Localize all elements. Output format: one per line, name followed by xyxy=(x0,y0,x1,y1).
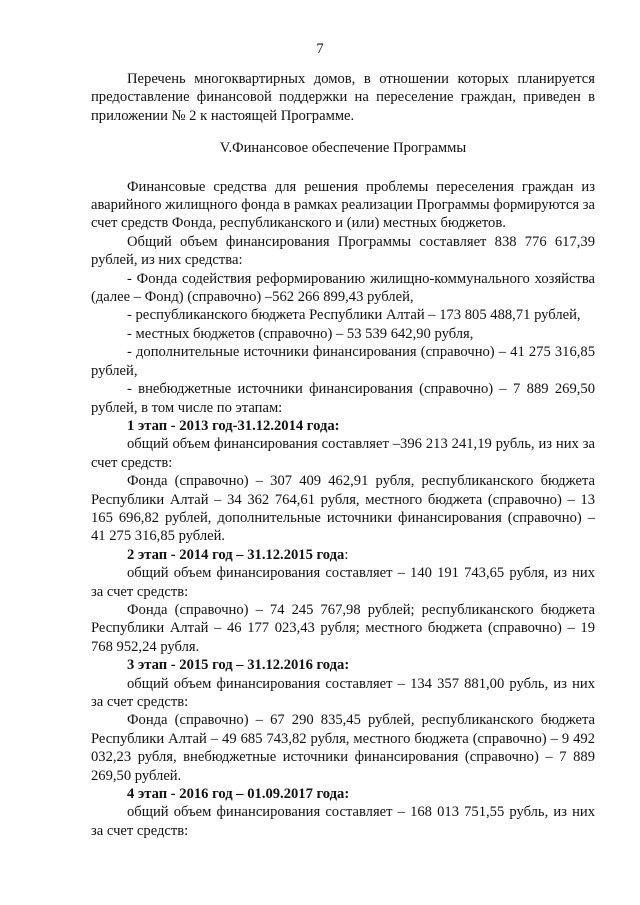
stage-3-total: общий объем финансирования составляет – 134 357 881,00 рубль, из них за счет средств: xyxy=(91,675,595,710)
stage-4-title: 4 этап - 2016 год – 01.09.2017 года: xyxy=(127,786,350,803)
intro-paragraph: Перечень многоквартирных домов, в отношении которых планируется предоставление финансовой поддержки на переселение граждан, приведен в приложении № 2 к настоящей Программе. xyxy=(91,71,595,124)
stage-2-heading xyxy=(91,546,595,564)
stage-2-total: общий объем финансирования составляет – 140 191 743,65 рубля, из них за счет средств: xyxy=(91,565,595,600)
republic-budget-item: - республиканского бюджета Республики Алтай – 173 805 488,71 рублей, xyxy=(127,307,581,324)
local-budget-item: - местных бюджетов (справочно) – 53 539 642,90 рубля, xyxy=(127,325,474,342)
offbudget-sources-item: - внебюджетные источники финансирования (справочно) – 7 889 269,50 рублей, в том числе по этапам: xyxy=(91,381,595,416)
stage-3-title: 3 этап - 2015 год – 31.12.2016 года: xyxy=(127,657,350,674)
additional-sources-item: - дополнительные источники финансирования (справочно) – 41 275 316,85 рублей, xyxy=(91,344,595,379)
stage-3-detail: Фонда (справочно) – 67 290 835,45 рублей, республиканского бюджета Республики Алтай – 49 685 743,82 рубля, местного бюджета (справочно) – 9 492 032,23 рубля, внебюджетные источники финансирования (справочно) – 7 889 269,50 рублей. xyxy=(91,712,595,784)
funding-sources-paragraph: Финансовые средства для решения проблемы переселения граждан из аварийного жилищного фонда в рамках реализации Программы формируются за счет средств Фонда, республиканского и (или) местных бюджетов. xyxy=(91,178,595,232)
stage-2-colon: : xyxy=(344,546,349,563)
stage-1-total: общий объем финансирования составляет –396 213 241,19 рубль, из них за счет средств: xyxy=(91,436,595,471)
total-funding-paragraph: Общий объем финансирования Программы составляет 838 776 617,39 рублей, из них средства: xyxy=(91,233,595,269)
stage-1-title: 1 этап - 2013 год-31.12.2014 года: xyxy=(127,417,340,434)
document-body xyxy=(91,70,595,840)
stage-2-title: 2 этап - 2014 год – 31.12.2015 года xyxy=(127,546,345,563)
stage-1-detail: Фонда (справочно) – 307 409 462,91 рубля, республиканского бюджета Республики Алтай – 34 362 764,61 рубля, местного бюджета (справочно) – 13 165 696,82 рублей, дополнительные источники финансирования (справочно) – 41 275 316,85 рублей. xyxy=(91,473,595,545)
fund-item: - Фонда содействия реформированию жилищно-коммунального хозяйства (далее – Фонд) (справочно) –562 266 899,43 рублей, xyxy=(91,270,595,306)
section-title: V.Финансовое обеспечение Программы xyxy=(219,140,467,157)
stage-2-detail: Фонда (справочно) – 74 245 767,98 рублей; республиканского бюджета Республики Алтай – 46 177 023,43 рубля; местного бюджета (справочно) – 19 768 952,24 рубля. xyxy=(91,601,595,655)
stage-4-total: общий объем финансирования составляет – 168 013 751,55 рубль, из них за счет средств: xyxy=(91,804,595,839)
page-number: 7 xyxy=(316,41,324,57)
